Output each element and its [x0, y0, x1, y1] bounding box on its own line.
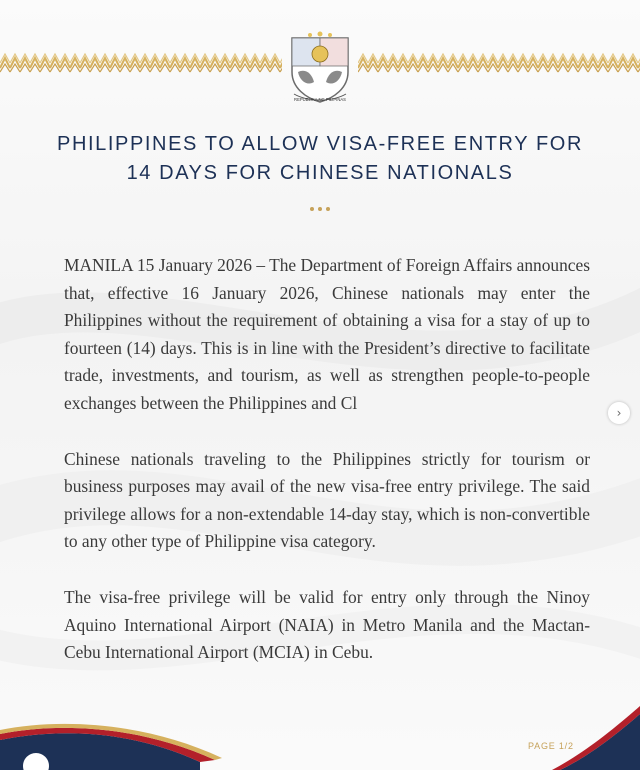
page-number-label: PAGE 1/2: [528, 741, 574, 751]
press-release-title: [20, 130, 620, 188]
body-paragraph-2: Chinese nationals traveling to the Philippines strictly for tourism or business purposes may avail of the new visa-free entry privilege. The said privilege allows for a non-extendable 14-day stay, which is non-convertible to any other type of Philippine visa category.: [64, 448, 590, 552]
gold-ornament-band-left: [0, 52, 282, 74]
body-paragraph-3: The visa-free privilege will be valid for entry only through the Ninoy Aquino International Airport (NAIA) in Metro Manila and the Mactan-Cebu International Airport (MCIA) in Cebu.: [64, 586, 590, 663]
chevron-right-icon: ›: [616, 406, 622, 420]
title-line-1: PHILIPPINES TO ALLOW VISA-FREE ENTRY FOR: [57, 133, 583, 155]
body-paragraph-1: MANILA 15 January 2026 – The Department of Foreign Affairs announces that, effective 16 January 2026, Chinese nationals may enter the Philippines without the requirement of obtaining a visa for a stay of up to fourteen (14) days. This is in line with the President’s directive to facilitate trade, investments, and tourism, as well as strengthen people-to-people exchanges between the Philippines and Cl: [64, 255, 590, 413]
gold-ornament-band-right: [358, 52, 640, 74]
decorative-dots: [300, 204, 340, 214]
title-line-2: 14 DAYS FOR CHINESE NATIONALS: [126, 162, 514, 184]
seal-text: REPUBLIKA NG PILIPINAS: [294, 97, 346, 102]
next-slide-button[interactable]: [608, 402, 630, 424]
philippine-seal-icon: [284, 28, 356, 106]
bottom-wave-decoration: [0, 700, 640, 770]
press-release-body: [64, 252, 590, 667]
